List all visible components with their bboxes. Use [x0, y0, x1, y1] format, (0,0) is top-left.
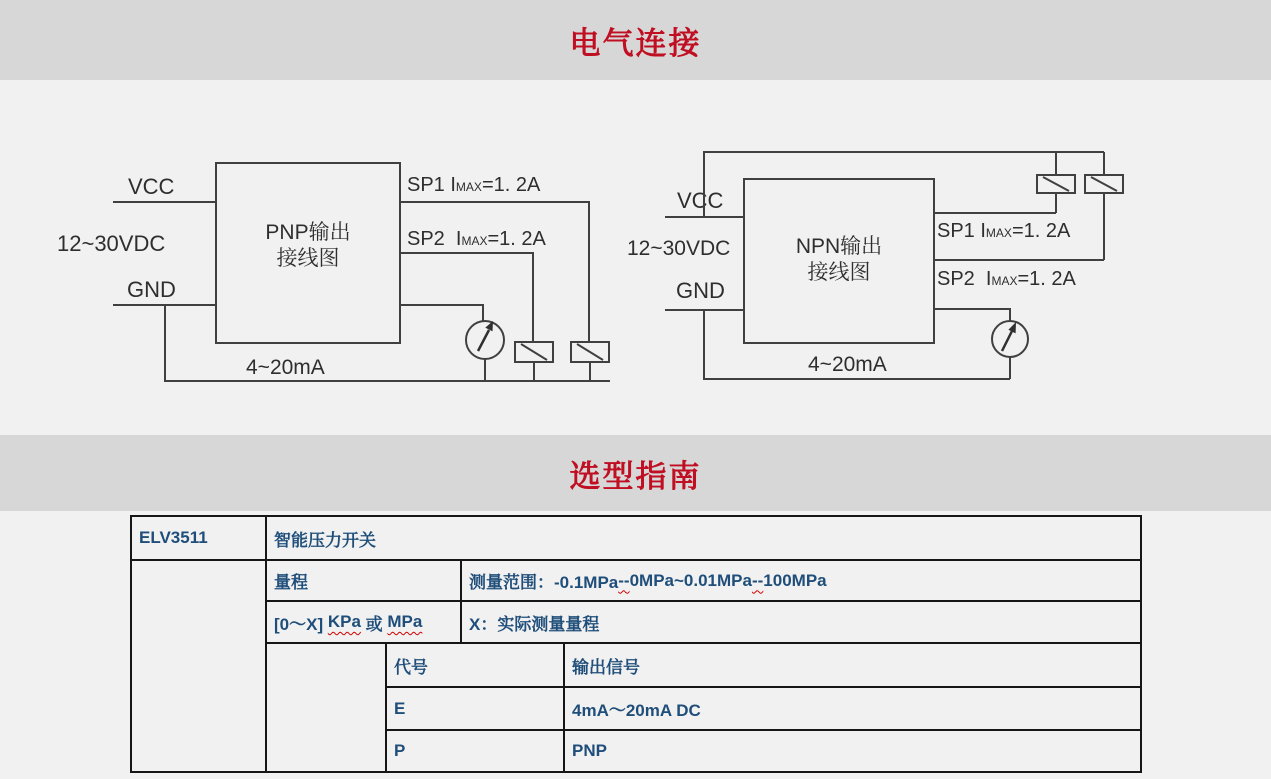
selection-guide-title: 选型指南: [569, 458, 702, 494]
table-cell-code-description: X：实际测量量程: [462, 602, 1142, 644]
electrical-connection-title: 电气连接: [569, 25, 702, 61]
npn-sp1-label: SP1 IMAX=1. 2A: [937, 220, 1071, 242]
pnp-sp1-wire: [400, 202, 589, 342]
pnp-gnd-label: GND: [127, 277, 176, 302]
pnp-ammeter-needle-arrow: [485, 321, 493, 331]
selection-guide-banner: [0, 435, 1271, 511]
pnp-sp2-label: SP2 IMAX=1. 2A: [407, 228, 546, 250]
pnp-relay1-diagonal: [521, 344, 547, 360]
npn-relay1-diagonal: [1043, 177, 1069, 191]
npn-relay2-diagonal: [1091, 177, 1117, 191]
table-cell-signal-header: 输出信号: [565, 644, 1142, 688]
pnp-sp1-label: SP1 IMAX=1. 2A: [407, 174, 541, 196]
table-cell-code-p: P: [387, 731, 565, 773]
npn-loop-label: 4~20mA: [808, 353, 887, 376]
table-cell-code-format: [0～X] KPa 或 MPa: [267, 602, 462, 644]
npn-ammeter-needle-arrow: [1008, 322, 1016, 333]
pnp-box-label-line2: 接线图: [276, 247, 340, 270]
table-cell-code-header: 代号: [387, 644, 565, 688]
table-cell-range-value: 测量范围：-0.1MPa -- 0MPa~0.01MPa -- 100MPa: [462, 561, 1142, 602]
pnp-relay2-diagonal: [577, 344, 603, 360]
pnp-wiring-diagram: [57, 163, 610, 381]
npn-analog-wire: [934, 309, 1010, 321]
npn-box-label-line1: NPN输出: [795, 235, 883, 258]
pnp-analog-wire: [400, 305, 483, 321]
table-cell-signal-e: 4mA～20mA DC: [565, 688, 1142, 731]
npn-ammeter-icon: [992, 321, 1028, 357]
pnp-ammeter-needle: [478, 330, 489, 351]
npn-top-rail-wire: [704, 152, 1104, 217]
pnp-vcc-label: VCC: [128, 174, 175, 199]
table-cell-range-label: 量程: [267, 561, 462, 602]
npn-gnd-label: GND: [676, 278, 725, 303]
selection-guide-table: [130, 515, 1142, 773]
pnp-sp2-wire: [400, 253, 533, 342]
pnp-box-label-line1: PNP输出: [265, 221, 351, 244]
table-cell-empty-sub: [267, 644, 387, 773]
table-cell-code-e: E: [387, 688, 565, 731]
table-cell-empty-left: [132, 561, 267, 773]
npn-supply-label: 12~30VDC: [627, 237, 731, 260]
npn-wiring-diagram: [627, 152, 1123, 379]
npn-vcc-label: VCC: [677, 188, 724, 213]
table-cell-signal-p: PNP: [565, 731, 1142, 773]
npn-box-label-line2: 接线图: [807, 261, 871, 284]
table-cell-model-description: 智能压力开关: [267, 517, 1142, 561]
pnp-loop-label: 4~20mA: [246, 356, 325, 379]
table-cell-model: ELV3511: [132, 517, 267, 561]
pnp-supply-label: 12~30VDC: [57, 231, 166, 256]
npn-ammeter-needle: [1002, 331, 1012, 351]
npn-sp2-label: SP2 IMAX=1. 2A: [937, 268, 1076, 290]
